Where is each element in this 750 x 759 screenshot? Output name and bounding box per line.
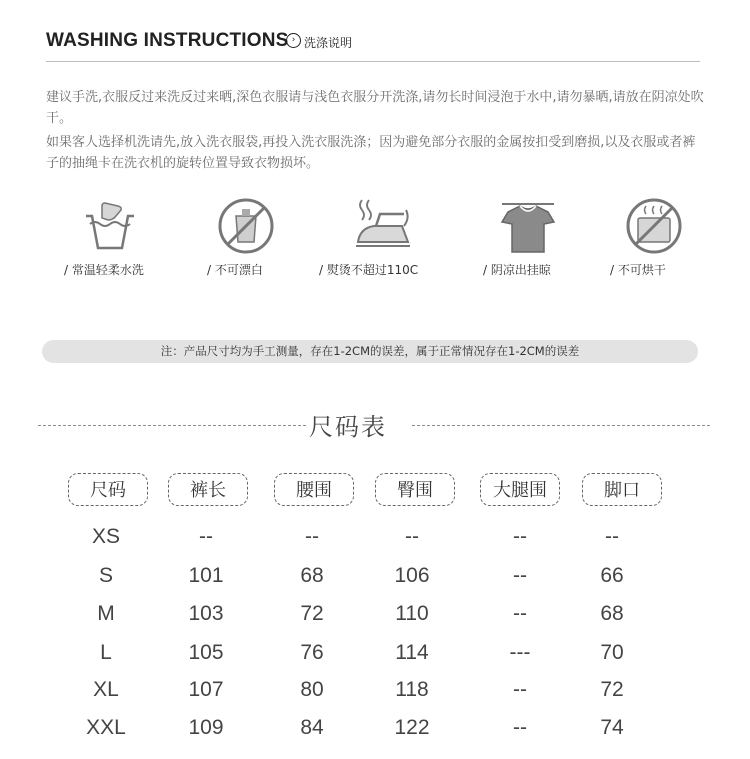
arrow-circle-icon: › xyxy=(286,33,301,48)
iron-icon xyxy=(352,196,412,256)
table-cell: -- xyxy=(305,525,319,548)
section-subtitle: 洗涤说明 xyxy=(304,36,353,50)
table-cell: -- xyxy=(605,525,619,548)
table-cell: 66 xyxy=(600,564,624,587)
size-label: S xyxy=(98,564,113,587)
dashed-divider xyxy=(38,425,306,426)
table-cell: 80 xyxy=(300,678,324,701)
hang-dry-icon xyxy=(498,196,558,256)
size-label: XS xyxy=(91,525,120,548)
section-title: WASHING INSTRUCTIONS xyxy=(46,30,289,51)
table-cell: 72 xyxy=(300,602,324,625)
size-header: 尺码 xyxy=(68,473,148,506)
length-header: 裤长 xyxy=(168,473,248,506)
table-cell: 106 xyxy=(394,564,430,587)
care-label: / 不可烘干 xyxy=(610,263,666,277)
table-cell: 118 xyxy=(395,678,429,701)
size-label: XL xyxy=(93,678,119,701)
hand-wash-icon xyxy=(80,196,140,256)
care-label: / 不可漂白 xyxy=(207,263,263,277)
table-cell: 109 xyxy=(188,716,224,739)
care-label: / 阴凉出挂晾 xyxy=(483,263,551,277)
note-text: 注：产品尺寸均为手工测量，存在1-2CM的误差，属于正常情况存在1-2CM的误差 xyxy=(160,344,580,358)
table-cell: 68 xyxy=(300,564,324,587)
table-cell: 110 xyxy=(395,602,429,625)
size-chart-title: 尺码表 xyxy=(309,413,387,441)
note-bar xyxy=(42,340,698,363)
thigh-header: 大腿围 xyxy=(480,473,560,506)
instruction-paragraph: 如果客人选择机洗请先,放入洗衣服袋,再投入洗衣服洗涤；因为避免部分衣服的金属按扣受到磨损,以及衣服或者裤子的抽绳卡在洗衣机的旋转位置导致衣物损坏。 xyxy=(46,135,696,171)
table-cell: -- xyxy=(513,678,527,701)
table-cell: 72 xyxy=(600,678,624,701)
table-cell: -- xyxy=(513,525,527,548)
table-cell: 101 xyxy=(188,564,224,587)
care-label: / 常温轻柔水洗 xyxy=(64,263,144,277)
table-cell: 114 xyxy=(395,641,429,664)
table-cell: 68 xyxy=(600,602,624,625)
table-cell: -- xyxy=(199,525,213,548)
table-cell: -- xyxy=(405,525,419,548)
table-cell: 74 xyxy=(600,716,624,739)
dashed-divider xyxy=(412,425,710,426)
table-cell: --- xyxy=(509,641,531,664)
table-cell: 84 xyxy=(300,716,324,739)
table-cell: -- xyxy=(513,564,527,587)
no-bleach-icon xyxy=(216,196,276,256)
hip-header: 臀围 xyxy=(375,473,455,506)
waist-header: 腰围 xyxy=(274,473,354,506)
table-cell: -- xyxy=(513,716,527,739)
table-cell: -- xyxy=(513,602,527,625)
no-tumble-dry-icon xyxy=(624,196,684,256)
size-label: M xyxy=(97,602,115,625)
table-cell: 103 xyxy=(188,602,224,625)
table-cell: 122 xyxy=(394,716,430,739)
table-cell: 70 xyxy=(600,641,624,664)
instruction-paragraph: 建议手洗,衣服反过来洗反过来晒,深色衣服请与浅色衣服分开洗涤,请勿长时间浸泡于水中,请勿暴晒,请放在阴凉处吹干。 xyxy=(46,90,704,126)
size-label: L xyxy=(100,641,112,664)
divider xyxy=(46,61,700,62)
care-label: / 熨烫不超过110C xyxy=(319,263,419,277)
table-cell: 105 xyxy=(188,641,224,664)
size-label: XXL xyxy=(86,716,126,739)
table-cell: 107 xyxy=(188,678,224,701)
hem-header: 脚口 xyxy=(582,473,662,506)
table-cell: 76 xyxy=(300,641,324,664)
